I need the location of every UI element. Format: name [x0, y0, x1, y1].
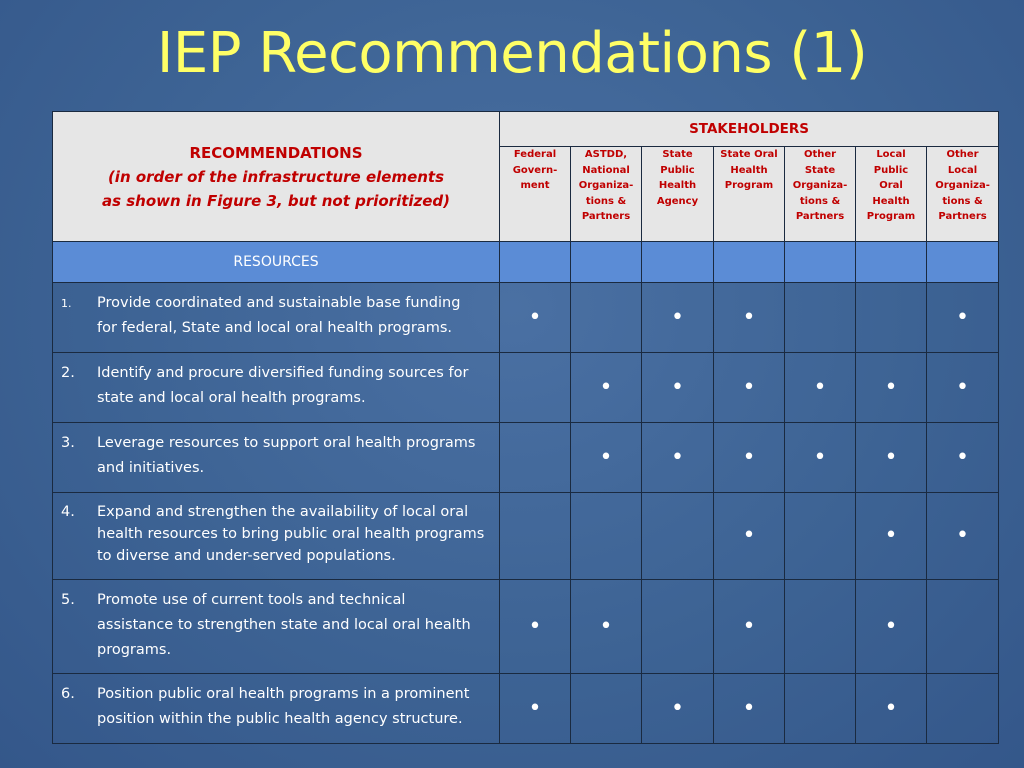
recommendation-continuation: health resources to bring public oral health programs to diverse and under-served populations. — [97, 526, 485, 564]
column-header: Federal Govern- ment — [500, 147, 571, 242]
stakeholder-mark-cell — [927, 493, 999, 580]
bullet-icon: • — [528, 304, 542, 330]
table-row — [53, 423, 999, 493]
stakeholder-mark-cell — [642, 674, 714, 744]
stakeholder-mark-cell — [642, 283, 714, 353]
stakeholder-mark-cell — [785, 423, 856, 493]
column-header: State Public Health Agency — [642, 147, 714, 242]
table-row — [53, 283, 999, 353]
table-row — [53, 493, 999, 580]
stakeholder-mark-cell — [642, 353, 714, 423]
bullet-icon: • — [956, 444, 970, 470]
bullet-icon: • — [742, 695, 756, 721]
bullet-icon: • — [528, 695, 542, 721]
table-row — [53, 580, 999, 674]
recommendation-line-1: Identify and procure diversified funding sources for — [97, 365, 469, 381]
recommendation-line-1: Expand and strengthen the availability of local oral — [97, 504, 469, 520]
bullet-icon: • — [671, 304, 684, 330]
stakeholder-mark-cell — [571, 353, 642, 423]
stakeholder-mark-cell — [927, 423, 999, 493]
stakeholder-mark-cell — [785, 353, 856, 423]
bullet-icon: • — [742, 613, 756, 639]
recommendation-number: 6. — [61, 686, 75, 702]
stakeholder-empty-cell — [571, 674, 642, 744]
table-row — [53, 353, 999, 423]
stakeholder-empty-cell — [785, 283, 856, 353]
bullet-icon: • — [956, 304, 970, 330]
stakeholders-header: STAKEHOLDERS — [500, 112, 999, 147]
section-cell — [500, 242, 571, 283]
recommendations-subtitle-line-2: as shown in Figure 3, but not prioritized) — [101, 191, 451, 210]
table-row — [53, 674, 999, 744]
bullet-icon: • — [884, 523, 898, 548]
stakeholder-mark-cell — [714, 283, 785, 353]
column-header: Local Public Oral Health Program — [856, 147, 927, 242]
recommendations-table — [52, 111, 999, 744]
recommendation-continuation: assistance to strengthen state and local oral health programs. — [97, 617, 471, 658]
stakeholder-empty-cell — [927, 580, 999, 674]
bullet-icon: • — [742, 374, 756, 400]
stakeholder-mark-cell — [714, 423, 785, 493]
recommendations-header — [53, 112, 500, 242]
section-cell — [714, 242, 785, 283]
stakeholder-mark-cell — [856, 674, 927, 744]
stakeholder-empty-cell — [500, 353, 571, 423]
recommendation-line-1: Provide coordinated and sustainable base funding — [97, 295, 461, 311]
bullet-icon: • — [528, 613, 542, 639]
bullet-icon: • — [884, 695, 898, 721]
column-header: State Oral Health Program — [714, 147, 785, 242]
bullet-icon: • — [671, 374, 684, 400]
column-header: Other Local Organiza- tions & Partners — [927, 147, 999, 242]
bullet-icon: • — [671, 695, 684, 721]
bullet-icon: • — [956, 374, 970, 400]
recommendation-text — [53, 353, 500, 423]
bullet-icon: • — [599, 374, 613, 400]
stakeholder-mark-cell — [714, 674, 785, 744]
bullet-icon: • — [884, 374, 898, 400]
recommendation-line-1: Leverage resources to support oral health programs — [97, 435, 476, 451]
stakeholder-mark-cell — [856, 423, 927, 493]
stakeholder-mark-cell — [714, 353, 785, 423]
recommendation-text — [53, 580, 500, 674]
bullet-icon: • — [742, 444, 756, 470]
bullet-icon: • — [742, 304, 756, 330]
stakeholder-mark-cell — [714, 580, 785, 674]
stakeholder-empty-cell — [500, 423, 571, 493]
section-row — [53, 242, 999, 283]
stakeholder-empty-cell — [500, 493, 571, 580]
bullet-icon: • — [742, 523, 756, 548]
bullet-icon: • — [884, 444, 898, 470]
section-label: RESOURCES — [53, 242, 500, 283]
section-cell — [785, 242, 856, 283]
stakeholder-mark-cell — [500, 580, 571, 674]
recommendation-line-1: Position public oral health programs in a prominent — [97, 686, 470, 702]
stakeholder-empty-cell — [856, 283, 927, 353]
stakeholder-mark-cell — [856, 493, 927, 580]
recommendation-text — [53, 283, 500, 353]
bullet-icon: • — [956, 523, 970, 548]
stakeholder-empty-cell — [785, 493, 856, 580]
recommendation-text — [53, 423, 500, 493]
stakeholder-mark-cell — [927, 353, 999, 423]
recommendation-continuation: state and local oral health programs. — [97, 390, 366, 406]
recommendation-continuation: for federal, State and local oral health programs. — [97, 320, 452, 336]
stakeholder-empty-cell — [785, 674, 856, 744]
recommendation-continuation: position within the public health agency structure. — [97, 711, 463, 727]
stakeholder-empty-cell — [571, 493, 642, 580]
stakeholder-mark-cell — [856, 353, 927, 423]
column-header: Other State Organiza- tions & Partners — [785, 147, 856, 242]
stakeholder-empty-cell — [785, 580, 856, 674]
stakeholder-mark-cell — [571, 580, 642, 674]
bullet-icon: • — [884, 613, 898, 639]
stakeholder-empty-cell — [642, 493, 714, 580]
recommendations-subtitle-line-1: (in order of the infrastructure elements — [107, 167, 445, 186]
stakeholder-mark-cell — [500, 674, 571, 744]
column-header: ASTDD, National Organiza- tions & Partners — [571, 147, 642, 242]
stakeholder-empty-cell — [642, 580, 714, 674]
stakeholder-mark-cell — [642, 423, 714, 493]
recommendation-text — [53, 493, 500, 580]
bullet-icon: • — [813, 374, 827, 400]
recommendations-title: RECOMMENDATIONS — [189, 143, 363, 162]
stakeholder-empty-cell — [571, 283, 642, 353]
stakeholder-empty-cell — [927, 674, 999, 744]
recommendation-number: 4. — [61, 504, 75, 520]
section-cell — [856, 242, 927, 283]
recommendation-number: 2. — [61, 365, 75, 381]
section-cell — [642, 242, 714, 283]
recommendation-line-1: Promote use of current tools and technical — [97, 592, 406, 608]
section-cell — [927, 242, 999, 283]
stakeholder-mark-cell — [500, 283, 571, 353]
recommendation-number: 1. — [61, 297, 72, 310]
bullet-icon: • — [671, 444, 684, 470]
recommendation-text — [53, 674, 500, 744]
bullet-icon: • — [599, 444, 613, 470]
stakeholder-mark-cell — [714, 493, 785, 580]
stakeholder-mark-cell — [927, 283, 999, 353]
slide-title: IEP Recommendations (1) — [156, 21, 868, 86]
recommendation-continuation: and initiatives. — [97, 460, 205, 476]
section-cell — [571, 242, 642, 283]
stakeholder-mark-cell — [571, 423, 642, 493]
recommendation-number: 3. — [61, 435, 75, 451]
bullet-icon: • — [599, 613, 613, 639]
bullet-icon: • — [813, 444, 827, 470]
recommendation-number: 5. — [61, 592, 75, 608]
stakeholder-mark-cell — [856, 580, 927, 674]
